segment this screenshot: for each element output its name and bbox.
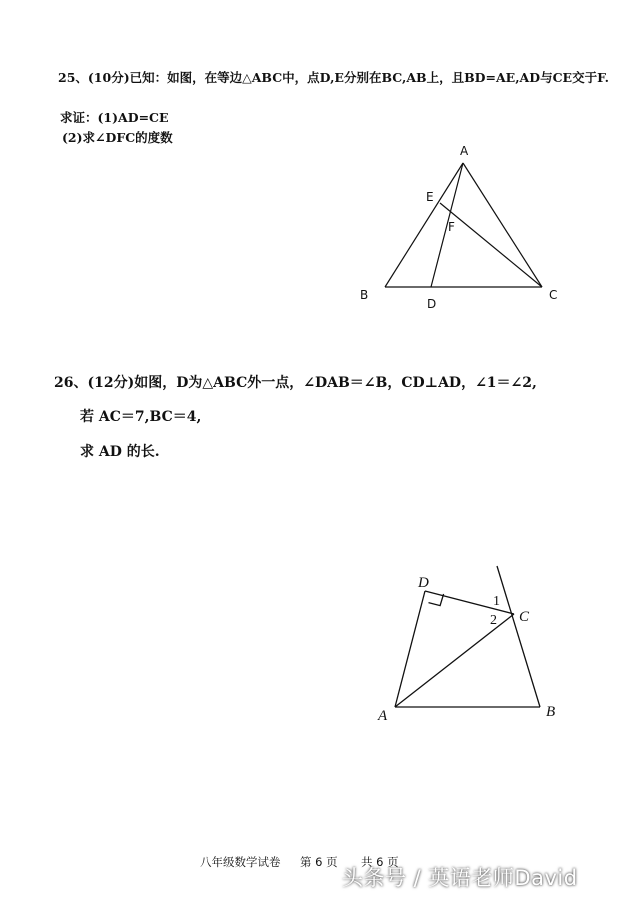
q26-angle-1-label: 1 xyxy=(493,594,500,609)
q25-label-e: E xyxy=(426,190,434,204)
watermark: 头条号 / 英语老师David xyxy=(342,866,578,890)
footer-exam-title: 八年级数学试卷 xyxy=(200,855,281,869)
q25-part2: (2)求∠DFC的度数 xyxy=(62,130,173,145)
q26-label-a: A xyxy=(378,708,388,724)
q25-statement: 25、(10分)已知：如图，在等边△ABC中，点D,E分别在BC,AB上，且BD=AE,AD与CE交于F. xyxy=(58,70,610,85)
q25-prove-part1: 求证：(1)AD=CE xyxy=(60,110,169,125)
footer-total-pages: 共 6 页 xyxy=(361,855,399,869)
q25-label-b: B xyxy=(360,288,369,302)
q26-side-ad xyxy=(395,591,425,707)
q26-side-dc xyxy=(425,591,514,614)
footer-page-number: 第 6 页 xyxy=(300,855,338,869)
q26-statement: 26、(12分)如图，D为△ABC外一点，∠DAB＝∠B，CD⊥AD，∠1＝∠2, xyxy=(54,375,537,391)
q26-label-c: C xyxy=(519,609,530,625)
q25-label-a: A xyxy=(460,144,469,158)
q25-label-c: C xyxy=(549,288,558,302)
q26-label-d: D xyxy=(418,575,429,591)
q25-label-d: D xyxy=(427,297,437,311)
q26-given: 若 AC＝7,BC＝4, xyxy=(80,409,202,425)
q26-angle-2-label: 2 xyxy=(490,613,497,628)
q25-label-f: F xyxy=(448,220,455,234)
q26-find: 求 AD 的长. xyxy=(80,444,160,460)
q26-side-bc-extended xyxy=(497,566,540,707)
q26-label-b: B xyxy=(546,704,556,720)
